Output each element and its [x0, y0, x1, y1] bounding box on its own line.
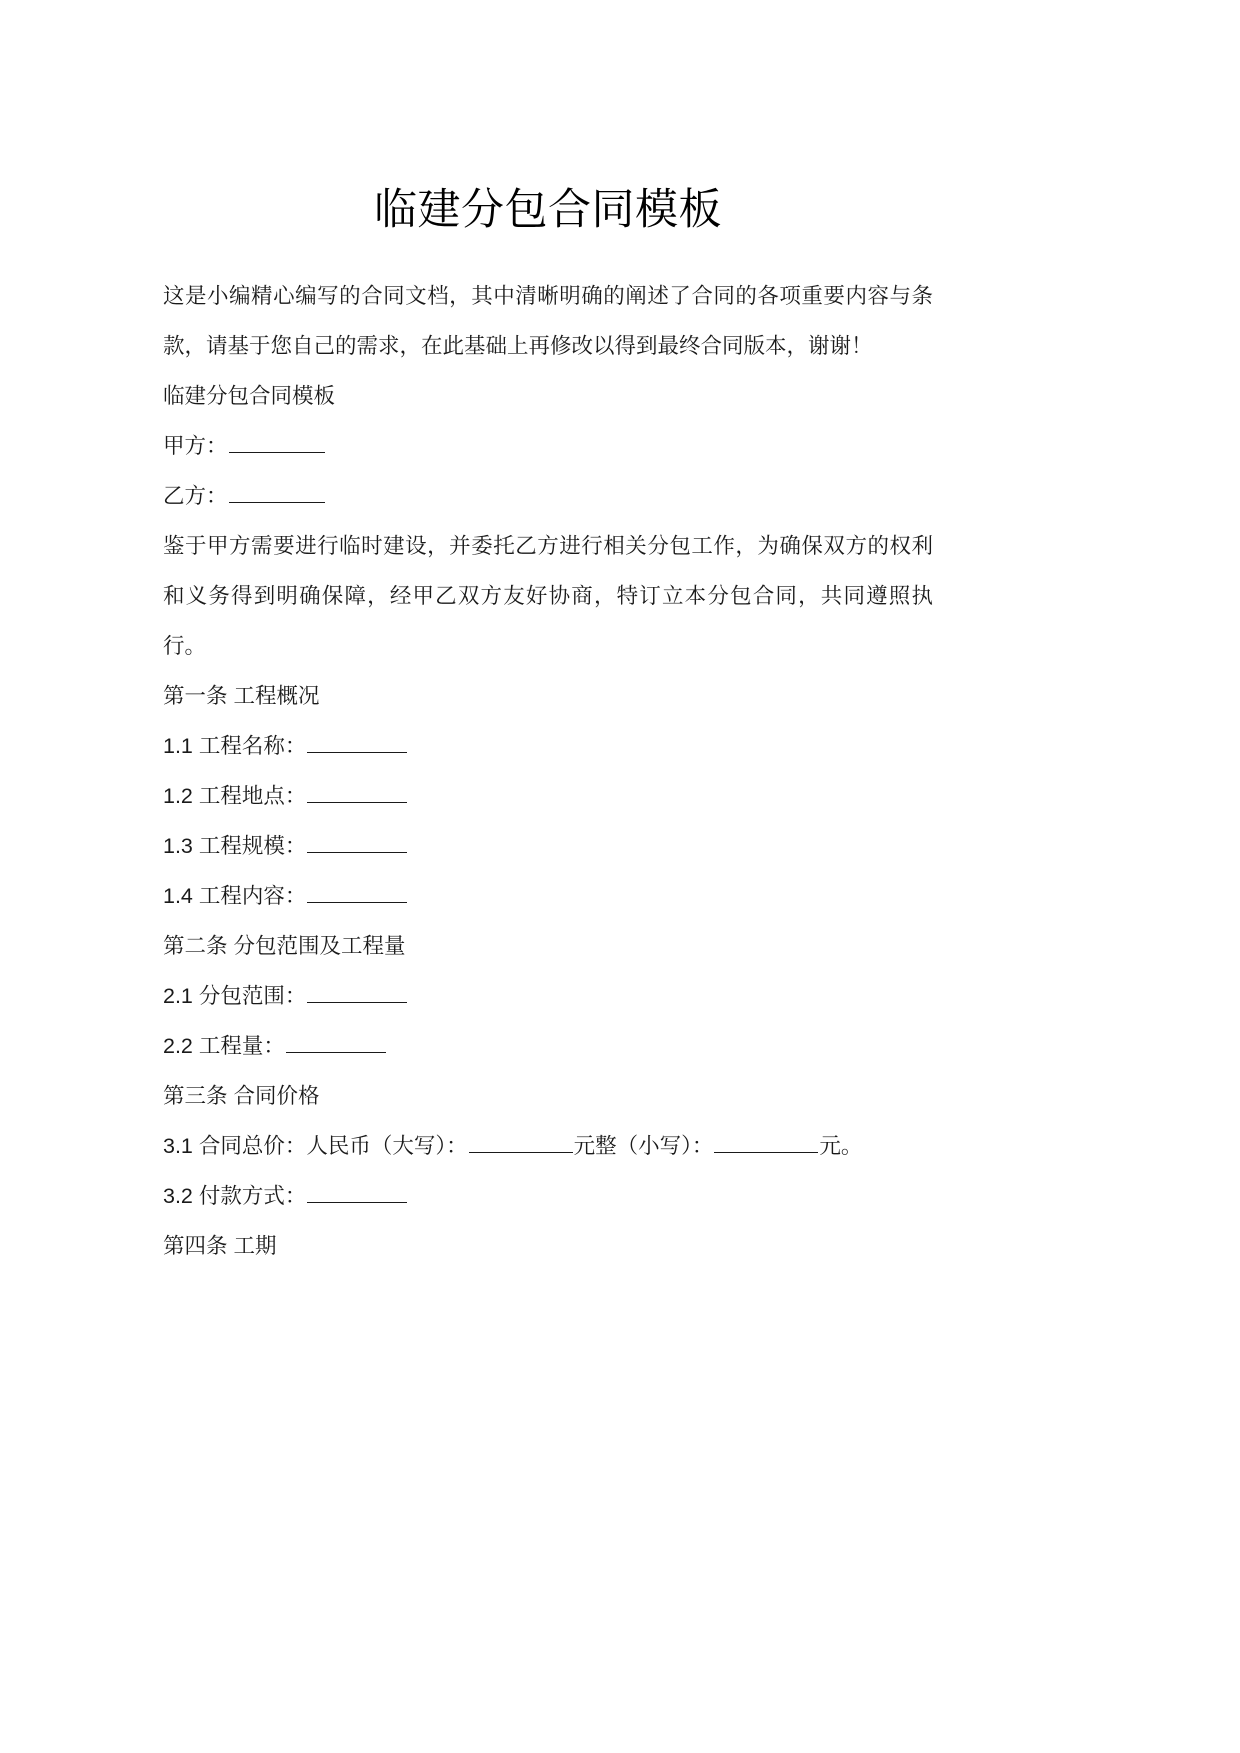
clause-3-1-suffix: 元。	[819, 1134, 863, 1159]
section-heading-1: 第一条 工程概况	[163, 684, 320, 709]
clause-2-1	[163, 971, 933, 1021]
clause-3-1-prefix: 3.1 合同总价：人民币（大写）：	[163, 1134, 468, 1159]
intro-paragraph: 这是小编精心编写的合同文档，其中清晰明确的阐述了合同的各项重要内容与条款，请基于您自己的需求，在此基础上再修改以得到最终合同版本，谢谢！	[163, 284, 933, 359]
clause-1-3-blank[interactable]	[307, 832, 407, 853]
clause-3-2-label: 3.2 付款方式：	[163, 1184, 307, 1209]
clause-2-2-blank[interactable]	[286, 1032, 386, 1053]
page-title: 临建分包合同模板	[374, 186, 722, 234]
clause-1-2-blank[interactable]	[307, 782, 407, 803]
clause-3-2	[163, 1171, 933, 1221]
clause-2-2	[163, 1021, 933, 1071]
document-subtitle: 临建分包合同模板	[163, 384, 336, 409]
clause-2-1-blank[interactable]	[307, 982, 407, 1003]
clause-3-1-mid: 元整（小写）：	[573, 1134, 714, 1159]
clause-2-1-label: 2.1 分包范围：	[163, 984, 307, 1009]
party-b-line	[163, 471, 933, 521]
clause-1-4-blank[interactable]	[307, 882, 407, 903]
clause-3-1	[163, 1121, 933, 1171]
recital-paragraph: 鉴于甲方需要进行临时建设，并委托乙方进行相关分包工作，为确保双方的权利和义务得到明确保障，经甲乙双方友好协商，特订立本分包合同，共同遵照执行。	[163, 534, 933, 659]
section-heading-4: 第四条 工期	[163, 1234, 277, 1259]
clause-1-4	[163, 871, 933, 921]
party-a-blank[interactable]	[229, 432, 325, 453]
clause-1-3-label: 1.3 工程规模：	[163, 834, 307, 859]
clause-3-1-lowercase-blank[interactable]	[714, 1132, 818, 1153]
clause-3-2-blank[interactable]	[307, 1182, 407, 1203]
clause-1-3	[163, 821, 933, 871]
clause-1-1	[163, 721, 933, 771]
clause-1-1-label: 1.1 工程名称：	[163, 734, 307, 759]
clause-2-2-label: 2.2 工程量：	[163, 1034, 285, 1059]
clause-1-2	[163, 771, 933, 821]
party-a-label: 甲方：	[163, 434, 228, 459]
party-b-blank[interactable]	[229, 482, 325, 503]
section-heading-3: 第三条 合同价格	[163, 1084, 320, 1109]
clause-3-1-uppercase-blank[interactable]	[469, 1132, 573, 1153]
section-heading-2: 第二条 分包范围及工程量	[163, 934, 406, 959]
clause-1-2-label: 1.2 工程地点：	[163, 784, 307, 809]
clause-1-4-label: 1.4 工程内容：	[163, 884, 307, 909]
document-body	[163, 0, 933, 1271]
party-b-label: 乙方：	[163, 484, 228, 509]
party-a-line	[163, 421, 933, 471]
clause-1-1-blank[interactable]	[307, 732, 407, 753]
